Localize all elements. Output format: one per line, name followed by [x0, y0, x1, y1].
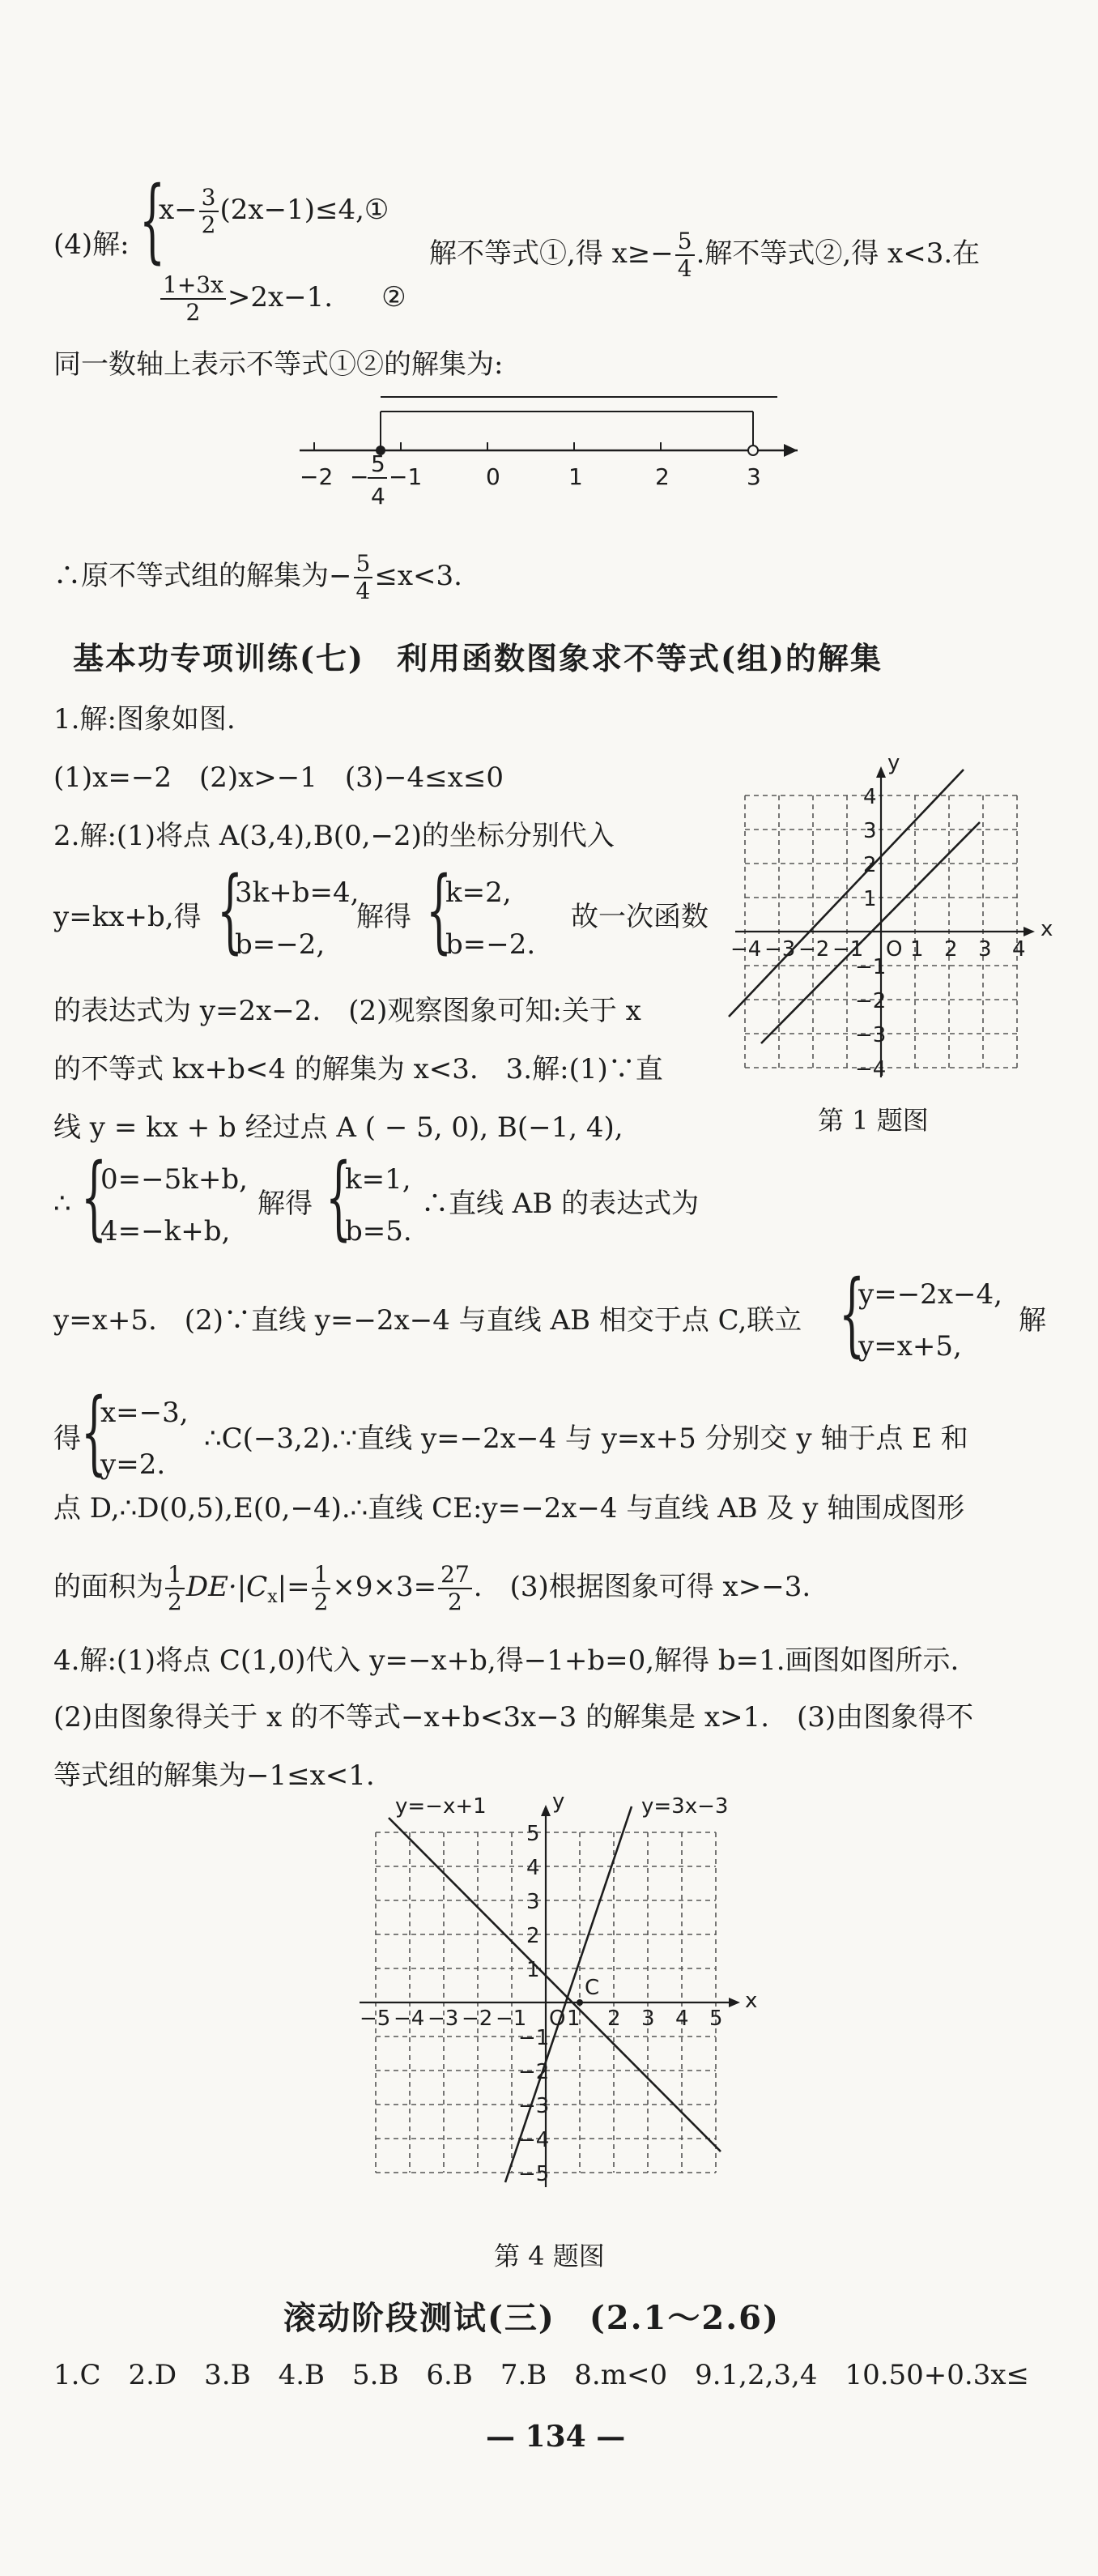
figure4-x-tick: 2: [607, 2007, 621, 2031]
q3-sys3-a: y=−2x−4,: [858, 1278, 1002, 1311]
q3-line6-mid2: |=: [277, 1571, 310, 1603]
section-title: 基本功专项训练(七) 利用函数图象求不等式(组)的解集: [73, 640, 883, 676]
figure1-x-tick: 1: [910, 937, 924, 962]
system-brace: {: [139, 168, 166, 273]
q3-sys2-b: b=5.: [345, 1215, 412, 1247]
q2-line1: 2.解:(1)将点 A(3,4),B(0,−2)的坐标分别代入: [53, 820, 615, 852]
figure1-y-tick: 3: [863, 819, 877, 843]
figure4-y-tick: 4: [526, 1856, 540, 1880]
q2-sys2-a: k=2,: [445, 876, 512, 909]
q3-line3-pre: y=x+5. (2)∵直线 y=−2x−4 与直线 AB 相交于点 C,联立: [53, 1304, 802, 1337]
figure4-x-tick: −1: [496, 2007, 527, 2031]
special-tick-sign: −: [350, 463, 369, 490]
q1-line1: 1.解:图象如图.: [53, 703, 236, 736]
q3-line6-pre: 的面积为: [53, 1571, 164, 1603]
figure4-x-label: x: [745, 1989, 758, 2013]
figure1-y-tick: −1: [855, 955, 887, 979]
figure4-line-neg: [389, 1818, 721, 2152]
figure4-x-tick: −3: [428, 2007, 459, 2031]
figure4-y-tick: 5: [526, 1822, 540, 1846]
test-section-title: 滚动阶段测试(三) (2.1～2.6): [283, 2299, 780, 2337]
figure1-y-tick: −2: [855, 989, 887, 1013]
figure4-y-tick: −4: [518, 2128, 550, 2152]
q3-sys3-b: y=x+5,: [858, 1330, 962, 1363]
q2-mid: 解得: [356, 901, 411, 933]
figure1-y-tick: 4: [863, 785, 877, 809]
figure1-x-label: x: [1041, 917, 1053, 941]
figure1-y-tick: −3: [855, 1023, 887, 1047]
tick-label: 2: [655, 463, 670, 490]
number-line: [292, 389, 810, 518]
figure4-origin-label: O: [549, 2007, 566, 2031]
q4-line1: 4.解:(1)将点 C(1,0)代入 y=−x+b,得−1+b=0,解得 b=1.画图如图所示.: [53, 1644, 960, 1677]
tick-label: −1: [389, 463, 423, 490]
q3-mid: 解得: [257, 1188, 313, 1220]
figure1-x-tick: 3: [978, 937, 992, 962]
q3-sys4-b: y=2.: [100, 1448, 166, 1481]
q3-sys2-a: k=1,: [345, 1163, 411, 1196]
figure1-x-arrow: [1024, 927, 1035, 936]
numberline-intro: 同一数轴上表示不等式①②的解集为:: [53, 348, 504, 381]
figure1-x-tick: 4: [1012, 937, 1026, 962]
figure4-line1-label: y=−x+1: [395, 1794, 487, 1819]
special-tick-num: 5: [371, 450, 385, 477]
q2-sys2-b: b=−2.: [445, 928, 536, 961]
figure4-point-c-label: C: [585, 1976, 600, 2000]
figure4-x-tick: −2: [462, 2007, 493, 2031]
tick-label: −2: [300, 463, 334, 490]
figure1-line-a: [729, 770, 964, 1017]
q3-line6-mid3: ×9×3=: [332, 1571, 437, 1603]
conclusion: [53, 551, 462, 604]
figure4-y-tick: −3: [518, 2094, 550, 2118]
conclusion-fraction: $\frac{5}{4}$: [354, 551, 373, 604]
q2-sys1-b: b=−2,: [235, 928, 326, 961]
ineq1-pre: x−: [159, 194, 198, 226]
figure4-x-tick: −5: [360, 2007, 391, 2031]
figure1-y-tick: 1: [863, 887, 877, 911]
ineq2-post: >2x−1.: [227, 281, 334, 313]
figure1-y-arrow: [876, 766, 886, 778]
q1-line2: (1)x=−2 (2)x>−1 (3)−4≤x≤0: [53, 761, 504, 794]
ineq1-fraction: $\frac{3}{2}$: [199, 185, 219, 238]
q3-line6-post: . (3)根据图象可得 x>−3.: [473, 1571, 811, 1603]
numberline-arrow: [784, 444, 798, 457]
solve-text: [429, 228, 980, 282]
q2-line2-pre: y=kx+b,得: [53, 901, 202, 933]
figure1-caption: 第 1 题图: [818, 1105, 929, 1136]
figure4-x-arrow: [729, 1998, 740, 2007]
figure1-x-tick: −4: [730, 937, 762, 962]
q3-sys4-a: x=−3,: [100, 1397, 189, 1429]
figure4-y-tick: −1: [518, 2026, 550, 2050]
area-fraction: $\frac{27}{2}$: [438, 1562, 472, 1615]
figure1-y-tick: 2: [863, 853, 877, 877]
system-brace: {: [839, 1261, 866, 1367]
tick-label: 0: [486, 463, 500, 490]
figure4-line2-label: y=3x−3: [641, 1794, 729, 1819]
figure1-origin-label: O: [886, 937, 903, 962]
tick-label: 3: [747, 463, 761, 490]
conclusion-pre: ∴原不等式组的解集为−: [53, 560, 352, 592]
ineq2-fraction: $\frac{1+3x}{2}$: [160, 272, 226, 326]
figure1-x-tick: 2: [944, 937, 958, 962]
conclusion-post: ≤x<3.: [374, 560, 462, 592]
q2-line4: 的不等式 kx+b<4 的解集为 x<3. 3.解:(1)∵直: [53, 1053, 663, 1085]
system-brace: {: [81, 1145, 108, 1250]
q2-line3: 的表达式为 y=2x−2. (2)观察图象可知:关于 x: [53, 995, 641, 1027]
figure4-x-tick: 1: [567, 2007, 581, 2031]
half-fraction: $\frac{1}{2}$: [165, 1562, 185, 1615]
q3-sys1-b: 4=−k+b,: [100, 1215, 231, 1247]
figure4-caption: 第 4 题图: [494, 2241, 605, 2271]
figure4-x-tick: −4: [394, 2007, 425, 2031]
q3-line4-post: ∴C(−3,2).∵直线 y=−2x−4 与 y=x+5 分别交 y 轴于点 E 和: [204, 1422, 968, 1455]
system-brace: {: [326, 1145, 352, 1250]
figure1-x-tick: −3: [764, 937, 796, 962]
figure4-x-tick: 5: [709, 2007, 723, 2031]
figure1-x-tick: −2: [798, 937, 830, 962]
point-c-marker: [577, 1999, 583, 2006]
figure4-y-tick: 2: [526, 1924, 540, 1948]
figure4-y-tick: 1: [526, 1958, 540, 1982]
test-answers: 1.C 2.D 3.B 4.B 5.B 6.B 7.B 8.m<0 9.1,2,3,4 10.50+0.3x≤: [53, 2359, 1030, 2391]
open-endpoint: [748, 446, 758, 455]
tick-label: 1: [568, 463, 583, 490]
q3-line5: 点 D,∴D(0,5),E(0,−4).∴直线 CE:y=−2x−4 与直线 AB 及 y 轴围成图形: [53, 1492, 965, 1525]
page-number: — 134 —: [486, 2420, 626, 2454]
q3-line4-pre: 得: [53, 1422, 81, 1455]
ineq2-mark: ②: [381, 281, 406, 313]
q3-sys1-a: 0=−5k+b,: [100, 1163, 248, 1196]
solve-fraction: $\frac{5}{4}$: [675, 228, 695, 282]
special-tick-den: 4: [371, 483, 385, 510]
part4-label: (4)解:: [53, 228, 130, 261]
system-brace: {: [426, 858, 453, 963]
figure4-y-tick: −5: [518, 2162, 550, 2186]
figure4-y-tick: −2: [518, 2060, 550, 2084]
q3-post: ∴直线 AB 的表达式为: [421, 1188, 700, 1220]
inequality-2: [159, 272, 406, 326]
figure4-line-pos: [505, 1806, 632, 2182]
inequality-1: [159, 185, 389, 238]
q2-sys1-a: 3k+b=4,: [235, 876, 360, 909]
q3-therefore: ∴: [53, 1188, 71, 1220]
q3-line6-sub: x: [267, 1586, 278, 1607]
q3-line6: [53, 1562, 811, 1615]
q3-line6-mid1: DE·|C: [185, 1571, 268, 1603]
ineq1-post: (2x−1)≤4,①: [219, 194, 389, 226]
figure4-x-tick: 4: [675, 2007, 689, 2031]
figure4-y-label: y: [552, 1790, 565, 1814]
figure1-y-tick: −4: [855, 1057, 887, 1081]
q2-line2-post: 故一次函数: [571, 901, 709, 933]
q4-line2: (2)由图象得关于 x 的不等式−x+b<3x−3 的解集是 x>1. (3)由图象得不: [53, 1701, 974, 1734]
q3-line3-post: 解: [1019, 1304, 1046, 1337]
system-brace: {: [217, 858, 244, 963]
half-fraction-2: $\frac{1}{2}$: [312, 1562, 331, 1615]
solve-text-1: 解不等式①,得 x≥−: [429, 237, 674, 270]
figure4-graph: [348, 1790, 769, 2211]
figure1-y-label: y: [887, 753, 900, 775]
figure4-y-tick: 3: [526, 1890, 540, 1914]
figure4-y-arrow: [541, 1805, 551, 1816]
system-brace: {: [81, 1380, 108, 1485]
q4-line3: 等式组的解集为−1≤x<1.: [53, 1759, 375, 1792]
q3-line1: 线 y = kx + b 经过点 A ( − 5, 0), B(−1, 4),: [53, 1111, 623, 1144]
figure1-x-tick: −1: [832, 937, 864, 962]
figure1-graph: [713, 753, 1053, 1094]
figure4-x-tick: 3: [641, 2007, 655, 2031]
solve-text-2: .解不等式②,得 x<3.在: [696, 237, 981, 270]
